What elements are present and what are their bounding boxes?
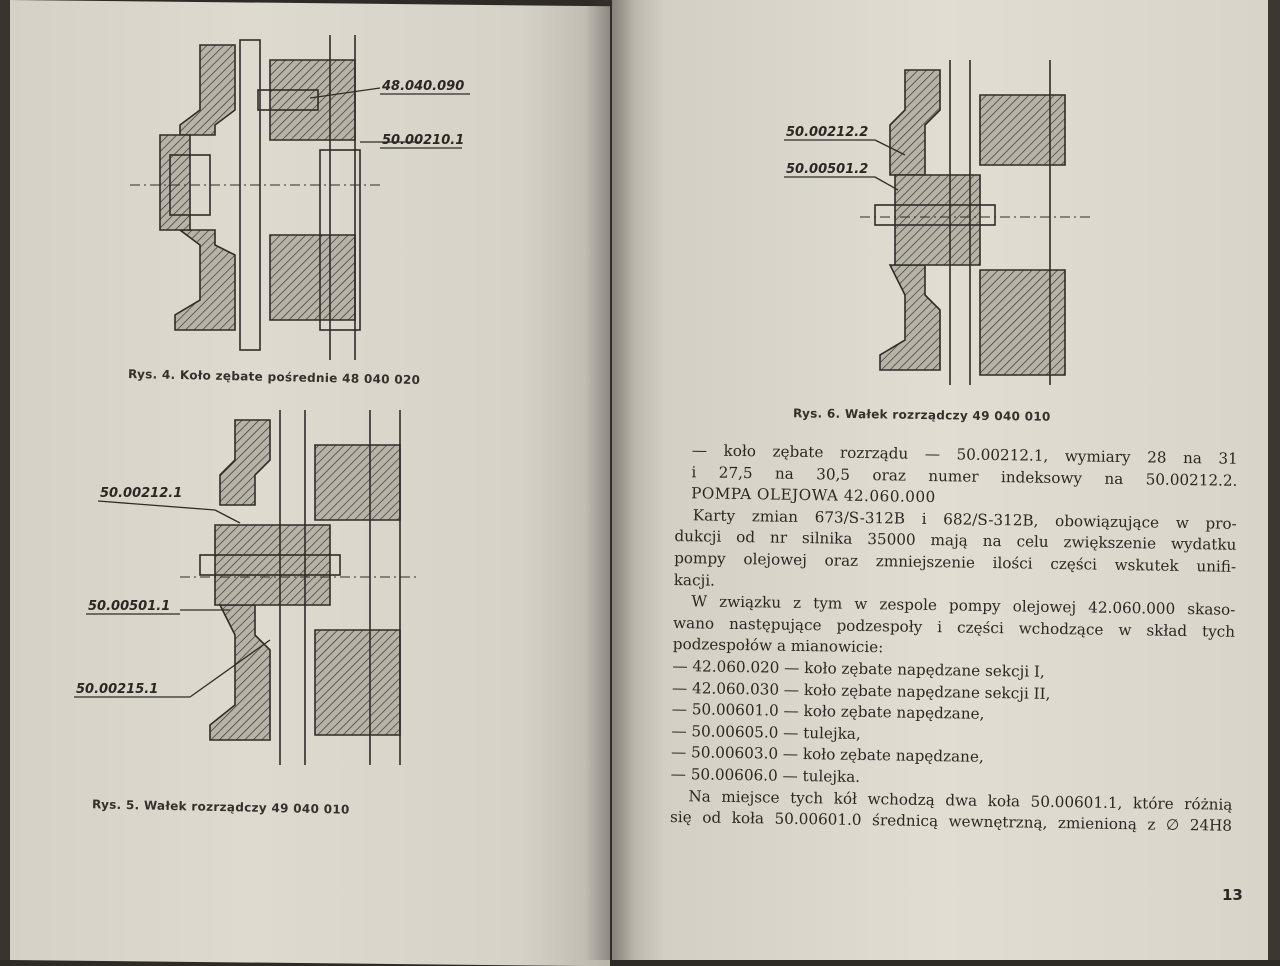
figure-6-drawing — [780, 55, 1100, 395]
text-line: dukcji od nr silnika 35000 mają na celu zwiększenie wydatku — [674, 527, 1237, 555]
list-item: — 50.00606.0 — tulejka. — [670, 764, 861, 786]
figure-4-caption: Rys. 4. Koło zębate pośrednie 48 040 020 — [127, 366, 421, 388]
page-number: 13 — [1222, 886, 1243, 904]
fig6-label-50-00501-2: 50.00501.2 — [786, 162, 869, 177]
text-line: wano następujące podzespoły i części wchodzące w skład tych — [672, 613, 1236, 641]
body-text — [670, 440, 1238, 837]
text-line: — koło zębate rozrządu — 50.00212.1, wymiary 28 na 31 — [691, 441, 1238, 468]
text-line: i 27,5 na 30,5 oraz numer indeksowy na 50.00212.2. — [691, 462, 1238, 490]
text-line: Karty zmian 673/S-312B i 682/S-312B, obowiązujące w pro- — [692, 506, 1237, 533]
fig4-label-50-00210-1: 50.00210.1 — [382, 133, 465, 148]
text-line: pompy olejowej oraz zmniejszenie ilości części wskutek unifi- — [674, 548, 1237, 576]
fig4-label-48-040-090: 48.040.090 — [382, 79, 465, 94]
figure-4-drawing — [120, 30, 500, 370]
list-item: — 50.00601.0 — koło zębate napędzane, — [671, 700, 985, 724]
figure-5-drawing — [70, 405, 440, 775]
text-line: się od koła 50.00601.0 średnicą wewnętrzną, zmienioną z ∅ 24H8 — [669, 808, 1233, 835]
book-edge-right — [1268, 0, 1280, 960]
figure-6-caption: Rys. 6. Wałek rozrządczy 49 040 010 — [792, 406, 1051, 424]
list-item: — 50.00603.0 — koło zębate napędzane, — [670, 743, 984, 767]
section-heading: POMPA OLEJOWA 42.060.000 — [691, 484, 936, 507]
text-line: podzespołów a mianowicie: — [672, 635, 884, 657]
text-line: W związku z tym w zespole pompy olejowej 42.060.000 skaso- — [691, 592, 1236, 619]
list-item: — 50.00605.0 — tulejka, — [671, 721, 861, 743]
text-line: Na miejsce tych kół wchodzą dwa koła 50.00601.1, które różnią — [688, 786, 1233, 814]
fig5-label-50-00501-1: 50.00501.1 — [88, 599, 171, 614]
text-line: kacji. — [673, 570, 716, 590]
fig6-label-50-00212-2: 50.00212.2 — [786, 125, 869, 140]
fig5-label-50-00212-1: 50.00212.1 — [100, 486, 183, 501]
list-item: — 42.060.030 — koło zębate napędzane sekcji II, — [671, 678, 1051, 703]
book-gutter — [585, 0, 635, 960]
figure-5-caption: Rys. 5. Wałek rozrządczy 49 040 010 — [91, 797, 350, 817]
list-item: — 42.060.020 — koło zębate napędzane sekcji I, — [672, 656, 1045, 681]
fig5-label-50-00215-1: 50.00215.1 — [76, 682, 159, 697]
